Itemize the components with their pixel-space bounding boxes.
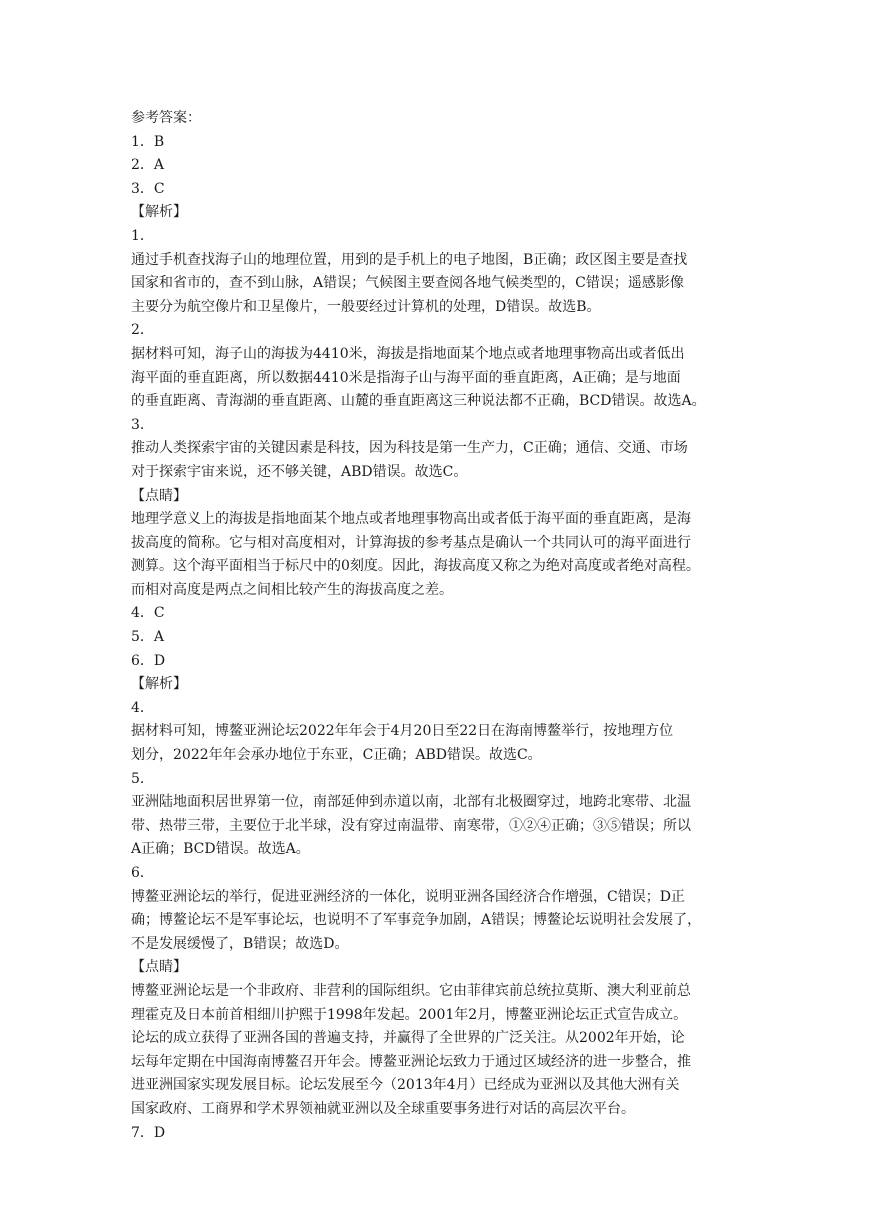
- text-line: 测算。这个海平面相当于标尺中的0刻度。因此，海拔高度又称之为绝对高度或者绝对高程。: [131, 558, 700, 575]
- text-line: 博鳌亚洲论坛是一个非政府、非营利的国际组织。它由菲律宾前总统拉莫斯、澳大利亚前总: [131, 982, 691, 999]
- text-line: 国家和省市的，查不到山脉，A错误；气候图主要查阅各地气候类型的，C错误；遥感影像: [131, 275, 684, 292]
- text-line: 国家政府、工商界和学术界领袖就亚洲以及全球重要事务进行对话的高层次平台。: [131, 1100, 635, 1117]
- question-number: 2．: [131, 322, 154, 339]
- text-line: 博鳌亚洲论坛的举行，促进亚洲经济的一体化，说明亚洲各国经济合作增强，C错误；D正: [131, 888, 685, 905]
- text-line: 亚洲陆地面积居世界第一位，南部延伸到赤道以南，北部有北极圈穿过，地跨北寒带、北温: [131, 794, 691, 811]
- text-line: 进亚洲国家实现发展目标。论坛发展至今（2013年4月）已经成为亚洲以及其他大洲有关: [131, 1077, 680, 1094]
- answer-item: 3．C: [131, 180, 165, 197]
- text-line: 理霍克及日本前首相细川护熙于1998年发起。2001年2月，博鳌亚洲论坛正式宣告成立。: [131, 1006, 688, 1023]
- answer-item: 6．D: [131, 652, 166, 669]
- answers-heading: 参考答案：: [131, 110, 201, 126]
- answer-item: 1．B: [131, 133, 165, 150]
- answer-item: 7．D: [131, 1124, 166, 1141]
- text-line: 据材料可知，博鳌亚洲论坛2022年年会于4月20日至22日在海南博鳌举行，按地理方位: [131, 723, 674, 740]
- question-number: 4．: [131, 699, 154, 716]
- answer-document: [131, 107, 737, 1145]
- tips-heading: 【点睛】: [131, 487, 187, 504]
- answer-item: 2．A: [131, 157, 165, 174]
- text-line: 据材料可知，海子山的海拔为4410米，海拔是指地面某个地点或者地理事物高出或者低出: [131, 345, 685, 362]
- answer-item: 5．A: [131, 629, 165, 646]
- text-line: 而相对高度是两点之间相比较产生的海拔高度之差。: [131, 581, 453, 598]
- text-line: 不是发展缓慢了，B错误；故选D。: [131, 935, 349, 952]
- question-number: 3．: [131, 416, 154, 433]
- text-line: 带、热带三带，主要位于北半球，没有穿过南温带、南寒带，①②④正确；③⑤错误；所以: [131, 817, 691, 834]
- text-line: 推动人类探索宇宙的关键因素是科技，因为科技是第一生产力，C正确；通信、交通、市场: [131, 440, 688, 457]
- text-line: 划分，2022年年会承办地位于东亚，C正确；ABD错误。故选C。: [131, 747, 542, 764]
- text-line: 对于探索宇宙来说，还不够关键，ABD错误。故选C。: [131, 463, 468, 480]
- text-line: 海平面的垂直距离，所以数据4410米是指海子山与海平面的垂直距离，A正确；是与地面: [131, 369, 681, 386]
- analysis-heading: 【解析】: [131, 676, 187, 693]
- text-line: 通过手机查找海子山的地理位置，用到的是手机上的电子地图，B正确；政区图主要是查找: [131, 251, 688, 268]
- text-line: A正确；BCD错误。故选A。: [131, 841, 310, 858]
- text-line: 地理学意义上的海拔是指地面某个地点或者地理事物高出或者低于海平面的垂直距离，是海: [131, 511, 691, 528]
- tips-heading: 【点睛】: [131, 959, 187, 976]
- text-line: 的垂直距离、青海湖的垂直距离、山麓的垂直距离这三种说法都不正确，BCD错误。故选A。: [131, 393, 706, 410]
- question-number: 5．: [131, 770, 154, 787]
- text-line: 论坛的成立获得了亚洲各国的普遍支持，并赢得了全世界的广泛关注。从2002年开始，论: [131, 1030, 685, 1047]
- question-number: 1．: [131, 227, 154, 244]
- question-number: 6．: [131, 865, 154, 881]
- text-line: 拔高度的简称。它与相对高度相对，计算海拔的参考基点是确认一个共同认可的海平面进行: [131, 534, 691, 551]
- analysis-heading: 【解析】: [131, 204, 187, 221]
- answer-item: 4．C: [131, 605, 165, 622]
- text-line: 确；博鳌论坛不是军事论坛，也说明不了军事竞争加剧，A错误；博鳌论坛说明社会发展了，: [131, 912, 702, 929]
- text-line: 坛每年定期在中国海南博鳌召开年会。博鳌亚洲论坛致力于通过区域经济的进一步整合，推: [131, 1053, 691, 1070]
- text-line: 主要分为航空像片和卫星像片，一般要经过计算机的处理，D错误。故选B。: [131, 298, 601, 315]
